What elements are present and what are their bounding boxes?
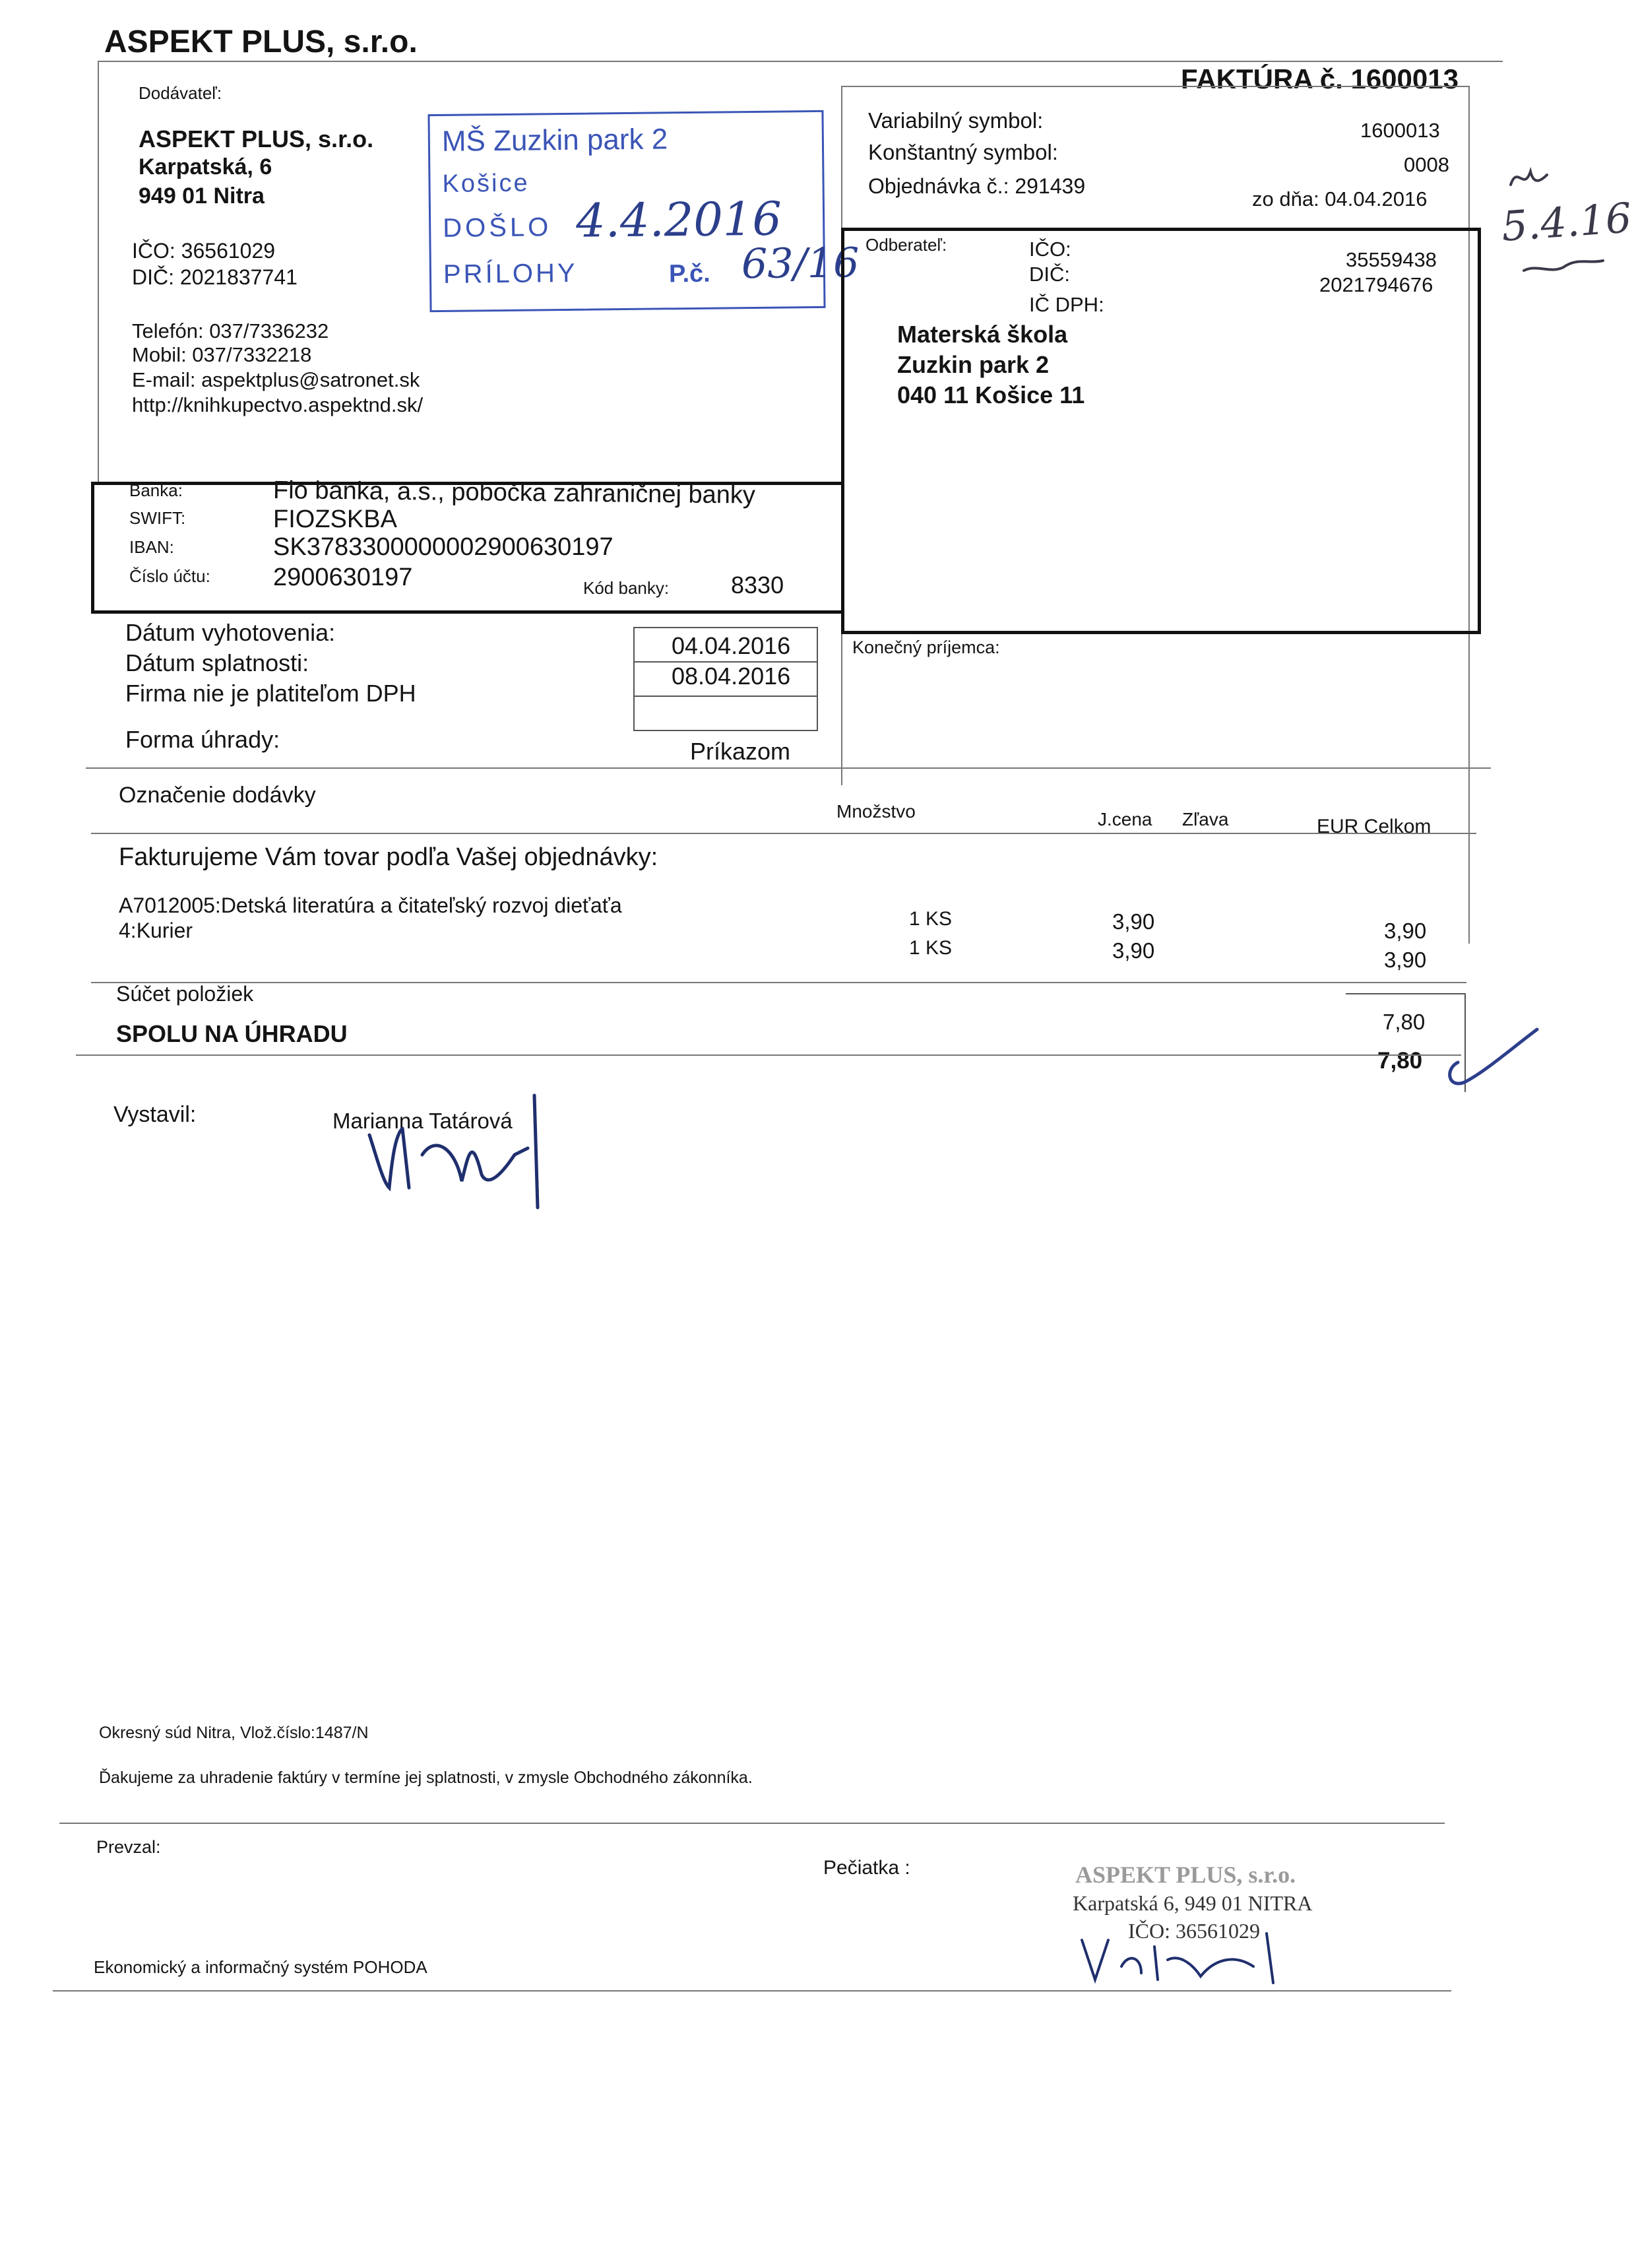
company-stamp-address: Karpatská 6, 949 01 NITRA [1073, 1891, 1313, 1915]
total-header: EUR Celkom [1317, 816, 1432, 837]
frame-left-line [98, 61, 99, 483]
quantity-header: Množstvo [836, 801, 916, 822]
received-stamp [427, 110, 860, 312]
sum-label: Súčet položiek [116, 982, 254, 1006]
bank-value: Fio banka, a.s., pobočka zahraničnej banky [272, 476, 756, 509]
stamp-signature-mark [1069, 1927, 1346, 1986]
supplier-street: Karpatská, 6 [139, 154, 272, 179]
customer-dic-label: DIČ: [1029, 263, 1070, 286]
variable-symbol-label: Variabilný symbol: [868, 108, 1044, 133]
customer-ico-label: IČO: [1029, 238, 1071, 261]
items-intro: Fakturujeme Vám tovar podľa Vašej objednávky: [119, 843, 658, 871]
order-date: zo dňa: 04.04.2016 [1252, 187, 1428, 211]
due-date-value: 08.04.2016 [672, 663, 791, 690]
signature-mark [330, 1056, 567, 1214]
unit-price-header: J.cena [1098, 809, 1152, 829]
stamp-label: Pečiatka : [823, 1857, 910, 1879]
item-1-total: 3,90 [1384, 919, 1427, 943]
supplier-web: http://knihkupectvo.aspektnd.sk/ [132, 393, 424, 416]
invoice-title: FAKTÚRA č. 1600013 [1181, 63, 1459, 94]
company-stamp-name: ASPEKT PLUS, s.r.o. [1075, 1862, 1296, 1888]
designation-header: Označenie dodávky [119, 783, 316, 808]
iban-value: SK3783300000002900630197 [273, 533, 614, 561]
issued-by-label: Vystavil: [113, 1102, 197, 1127]
issue-date-label: Dátum vyhotovenia: [125, 619, 336, 646]
item-1-price: 3,90 [1112, 909, 1155, 934]
account-label: Číslo účtu: [129, 566, 210, 586]
stamp-number-label: P.č. [668, 259, 710, 288]
item-2-name: 4:Kurier [119, 919, 193, 942]
company-stamp-ico: IČO: 36561029 [1128, 1919, 1260, 1943]
supplier-city: 949 01 Nitra [139, 183, 265, 209]
discount-header: Zľava [1182, 809, 1229, 829]
item-2-qty: 1 KS [909, 937, 953, 959]
item-2-total: 3,90 [1384, 948, 1427, 972]
totals-bottom-line [76, 1054, 1461, 1056]
item-1-qty: 1 KS [909, 908, 953, 930]
symbols-top-line [841, 86, 1468, 87]
margin-scribble [1497, 145, 1629, 290]
supplier-email: E-mail: aspektplus@satronet.sk [132, 368, 420, 391]
supplier-name: ASPEKT PLUS, s.r.o. [139, 125, 374, 152]
swift-label: SWIFT: [129, 508, 186, 528]
bank-code-label: Kód banky: [583, 578, 670, 598]
swift-value: FIOZSKBA [273, 505, 397, 533]
company-title: ASPEKT PLUS, s.r.o. [104, 24, 418, 59]
company-stamp [1069, 1861, 1346, 1980]
item-1-name: A7012005:Detská literatúra a čitateľský rozvoj dieťaťa [119, 893, 622, 917]
final-recipient-label: Konečný príjemca: [852, 637, 1000, 657]
issue-date-value: 04.04.2016 [672, 632, 791, 659]
customer-name: Materská škola [897, 321, 1068, 348]
footer-top-line [59, 1823, 1445, 1824]
issued-by-name: Marianna Tatárová [332, 1109, 513, 1133]
items-bottom-line [91, 982, 1466, 983]
total-value: 7,80 [1377, 1048, 1423, 1074]
variable-symbol-value: 1600013 [1360, 119, 1440, 142]
supplier-ico: IČO: 36561029 [132, 239, 276, 263]
order-number: Objednávka č.: 291439 [868, 174, 1086, 198]
stamp-received-date: 4.4.2016 [575, 191, 782, 248]
customer-dic-value: 2021794676 [1319, 273, 1433, 296]
account-value: 2900630197 [273, 564, 413, 591]
constant-symbol-value: 0008 [1404, 153, 1449, 176]
iban-label: IBAN: [129, 537, 174, 557]
software-note: Ekonomický a informačný systém POHODA [94, 1957, 427, 1977]
constant-symbol-label: Konštantný symbol: [868, 140, 1058, 164]
footer-bottom-line [53, 1990, 1451, 1992]
check-mark [1438, 1023, 1544, 1095]
stamp-attachments-label: PRÍLOHY [443, 258, 578, 289]
payment-method-label: Forma úhrady: [125, 726, 280, 753]
customer-city: 040 11 Košice 11 [897, 381, 1085, 408]
stamp-city: Košice [442, 169, 530, 198]
frame-top-line [98, 61, 1503, 62]
court-note: Okresný súd Nitra, Vlož.číslo:1487/N [99, 1724, 369, 1742]
stamp-number-hand: 63/16 [741, 238, 860, 288]
items-header-line [91, 833, 1476, 834]
customer-icdph-label: IČ DPH: [1029, 293, 1104, 316]
dates-bottom-line [86, 767, 1491, 769]
stamp-received-label: DOŠLO [443, 212, 552, 243]
sum-value: 7,80 [1383, 1010, 1426, 1034]
customer-street: Zuzkin park 2 [897, 351, 1050, 378]
margin-note-date: 5.4.16 [1499, 193, 1633, 251]
received-by-label: Prevzal: [96, 1837, 161, 1857]
payment-method-value: Príkazom [690, 738, 791, 765]
bank-code-value: 8330 [731, 571, 784, 599]
stamp-school-name: MŠ Zuzkin park 2 [441, 123, 668, 158]
item-2-price: 3,90 [1112, 938, 1155, 963]
customer-ico-value: 35559438 [1346, 248, 1437, 271]
thanks-note: Ďakujeme za uhradenie faktúry v termíne jej splatnosti, v zmysle Obchodného zákonníka. [99, 1768, 753, 1787]
customer-label: Odberateľ: [865, 235, 947, 255]
supplier-mobile: Mobil: 037/7332218 [132, 343, 312, 366]
due-date-label: Dátum splatnosti: [125, 649, 309, 676]
total-label: SPOLU NA ÚHRADU [116, 1020, 348, 1047]
supplier-phone: Telefón: 037/7336232 [132, 319, 329, 342]
supplier-dic: DIČ: 2021837741 [132, 265, 298, 289]
vat-note: Firma nie je platiteľom DPH [125, 680, 416, 707]
supplier-label: Dodávateľ: [139, 83, 222, 103]
bank-label: Banka: [129, 480, 183, 500]
